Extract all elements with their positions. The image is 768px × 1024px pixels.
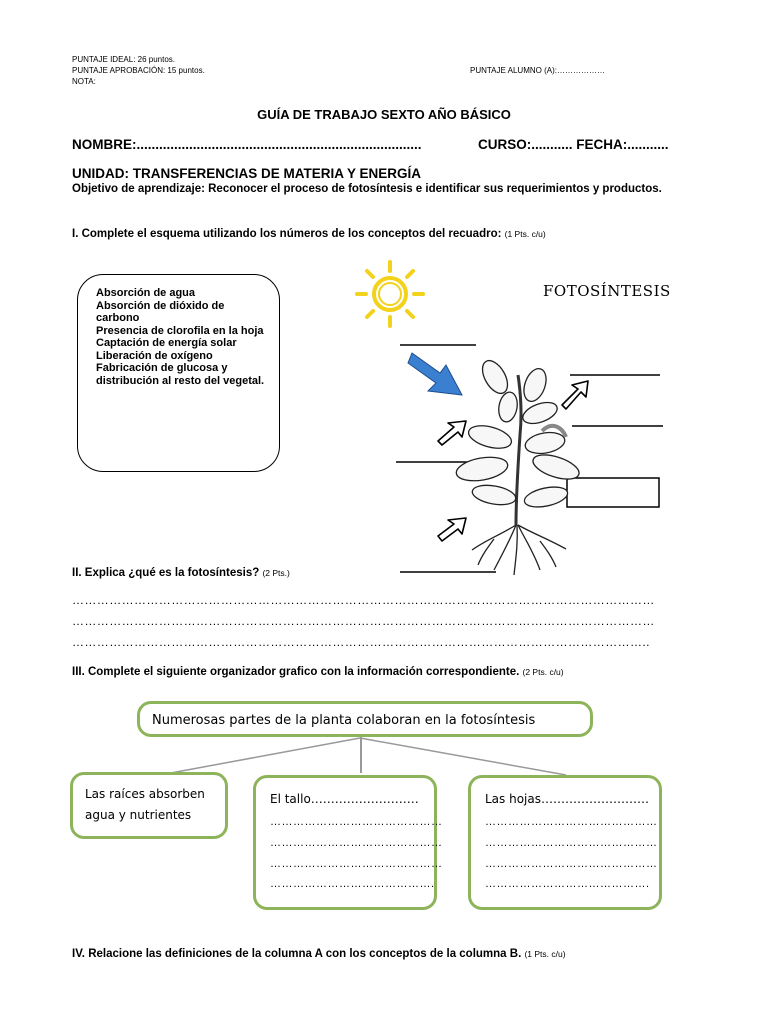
answer-line-b: ……………………………………………………………………………………………………………………………	[72, 614, 655, 628]
leaves-dots-4: …………………………………….	[485, 878, 650, 890]
roots-line-1: Las raíces absorben	[85, 787, 205, 801]
concept-6: Fabricación de glucosa y distribución al resto del vegetal.	[96, 362, 265, 387]
roots-line-2: agua y nutrientes	[85, 808, 192, 822]
concept-3: Presencia de clorofila en la hoja	[96, 324, 264, 337]
section1-points: (1 Pts. c/u)	[504, 229, 546, 239]
sun-icon	[352, 258, 428, 330]
organizer-top-box	[137, 701, 593, 737]
nombre-field: NOMBRE:............................................................................	[72, 137, 422, 152]
puntaje-ideal: PUNTAJE IDEAL: 26 puntos.	[72, 55, 176, 64]
puntaje-alumno: PUNTAJE ALUMNO (A):………………	[470, 66, 605, 75]
section2-title	[72, 567, 290, 579]
section2-title-text: II. Explica ¿qué es la fotosíntesis?	[72, 567, 260, 579]
answer-box	[567, 478, 659, 507]
concept-1: Absorción de agua	[96, 287, 196, 299]
nota-label: NOTA:	[72, 77, 96, 86]
stem-dots-3: ………………………………………	[270, 858, 443, 870]
section3-title-text: III. Complete el siguiente organizador grafico con la información correspondiente.	[72, 666, 520, 678]
objetivo-text: Objetivo de aprendizaje: Reconocer el proceso de fotosíntesis e identificar sus requerimientos y productos.	[72, 183, 662, 195]
puntaje-aprobacion: PUNTAJE APROBACIÓN: 15 puntos.	[72, 66, 205, 75]
section3-title	[72, 666, 564, 678]
stem-dots-1: ………………………………………	[270, 816, 443, 828]
leaves-dots-3: ………………………………………	[485, 858, 658, 870]
section4-title	[72, 948, 566, 960]
organizer-top-text: Numerosas partes de la planta colaboran en la fotosíntesis	[152, 713, 536, 728]
plant-diagram	[390, 335, 680, 580]
sunlight-arrow	[408, 353, 462, 395]
page-title: GUÍA DE TRABAJO SEXTO AÑO BÁSICO	[257, 107, 511, 122]
section2-points: (2 Pts.)	[262, 568, 290, 578]
diagram-title: FOTOSÍNTESIS	[543, 282, 671, 300]
concept-5: Liberación de oxígeno	[96, 349, 213, 362]
stem-dots-2: ………………………………………	[270, 837, 443, 849]
leaves-dots-1: ………………………………………	[485, 816, 658, 828]
leaves-box	[468, 775, 662, 910]
stem-label: El tallo………………………	[270, 792, 419, 806]
concepts-box	[77, 274, 280, 472]
stem-dots-4: …………………………………….	[270, 878, 435, 890]
answer-line-c: …………………………………………………………………………………………………………………………..	[72, 635, 650, 649]
answer-line-a: ……………………………………………………………………………………………………………………………	[72, 593, 655, 607]
section4-title-text: IV. Relacione las definiciones de la columna A con los conceptos de la columna B.	[72, 948, 522, 960]
section4-points: (1 Pts. c/u)	[524, 949, 566, 959]
co2-arrow	[438, 421, 466, 445]
unidad-heading: UNIDAD: TRANSFERENCIAS DE MATERIA Y ENERGÍA	[72, 166, 422, 181]
concepts-list	[96, 287, 268, 387]
roots-box	[70, 772, 228, 839]
curso-fecha-field: CURSO:........... FECHA:...........	[478, 137, 669, 152]
concept-2: Absorción de dióxido de carbono	[96, 299, 225, 324]
leaves-label: Las hojas………………………	[485, 792, 649, 806]
leaves-dots-2: ………………………………………	[485, 837, 658, 849]
water-arrow	[438, 518, 466, 541]
concept-4: Captación de energía solar	[96, 337, 237, 349]
section1-title	[72, 228, 546, 240]
section1-title-text: I. Complete el esquema utilizando los números de los conceptos del recuadro:	[72, 228, 502, 240]
section3-points: (2 Pts. c/u)	[522, 667, 564, 677]
stem-box	[253, 775, 443, 910]
oxygen-arrow	[562, 381, 588, 409]
